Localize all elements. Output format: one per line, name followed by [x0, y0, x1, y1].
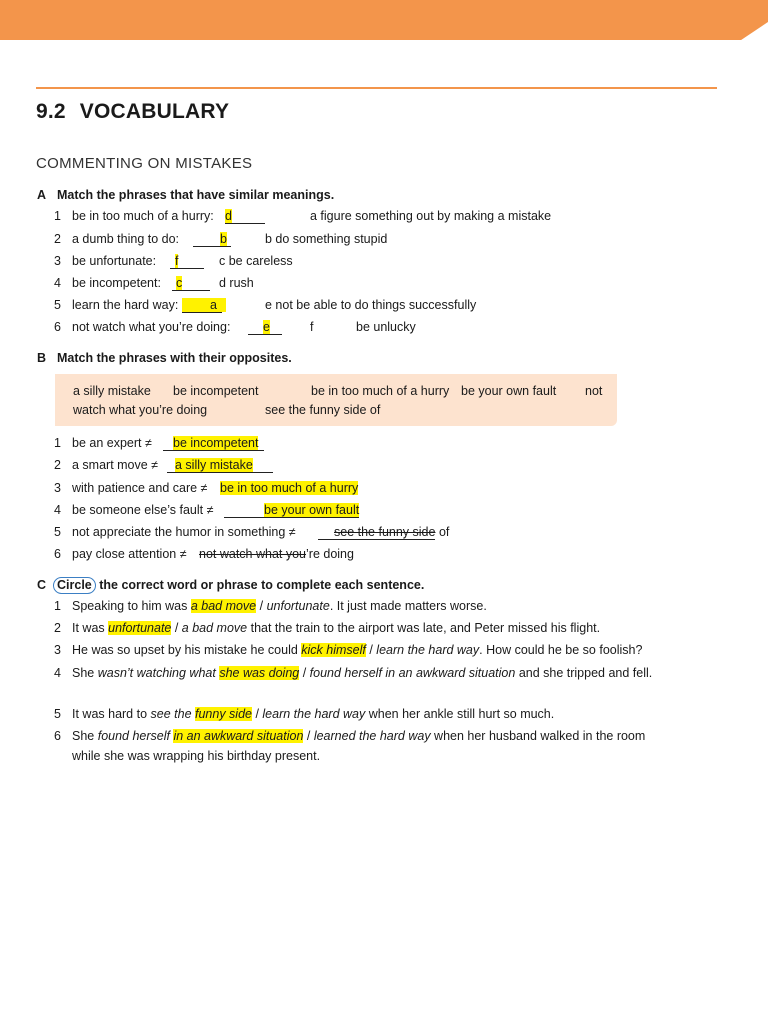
answer-c5[interactable]: funny side: [195, 707, 252, 721]
answer-a2[interactable]: b: [220, 232, 227, 246]
word-box-item: be your own fault: [461, 384, 557, 398]
page-subtitle: COMMENTING ON MISTAKES: [36, 155, 253, 172]
page-title: [36, 100, 229, 124]
section-a-instruction: Match the phrases that have similar meanings.: [57, 188, 335, 202]
section-c-label: C: [37, 578, 47, 592]
answer-b2[interactable]: a silly mistake: [175, 458, 253, 472]
answer-c2[interactable]: unfortunate: [108, 621, 172, 635]
header-rule: [36, 87, 717, 89]
section-number: 9.2: [36, 100, 66, 123]
section-c-instruction: Circle the correct word or phrase to complete each sentence.: [53, 577, 424, 594]
word-box-item: be in too much of a hurry: [311, 384, 450, 398]
answer-b6[interactable]: not watch what you: [199, 547, 307, 561]
word-box: [55, 374, 617, 426]
answer-b1[interactable]: be incompetent: [173, 436, 259, 450]
answer-c1[interactable]: a bad move: [190, 599, 257, 613]
answer-a4[interactable]: c: [176, 276, 183, 290]
answer-b5[interactable]: see the funny side: [334, 525, 436, 539]
section-a-label: A: [37, 188, 47, 202]
answer-c6[interactable]: in an awkward situation: [173, 729, 304, 743]
word-box-item: watch what you’re doing: [73, 403, 208, 417]
answer-a6[interactable]: e: [263, 320, 270, 334]
word-box-item: a silly mistake: [73, 384, 151, 398]
section-b-instruction: Match the phrases with their opposites.: [57, 351, 292, 365]
answer-a1[interactable]: d: [225, 209, 232, 223]
word-box-item: be incompetent: [173, 384, 259, 398]
header-band: [0, 0, 768, 40]
word-box-item: see the funny side of: [265, 403, 381, 417]
section-title: VOCABULARY: [79, 100, 230, 123]
circle-mark: Circle: [53, 577, 96, 594]
section-b-label: B: [37, 351, 47, 365]
answer-c3[interactable]: kick himself: [301, 643, 366, 657]
answer-a5[interactable]: a: [182, 298, 226, 312]
answer-a3[interactable]: f: [175, 254, 179, 268]
answer-c4[interactable]: she was doing: [219, 666, 300, 680]
answer-b3[interactable]: be in too much of a hurry: [220, 481, 359, 495]
word-box-item: not: [585, 384, 603, 398]
answer-b4[interactable]: be your own fault: [264, 503, 360, 517]
